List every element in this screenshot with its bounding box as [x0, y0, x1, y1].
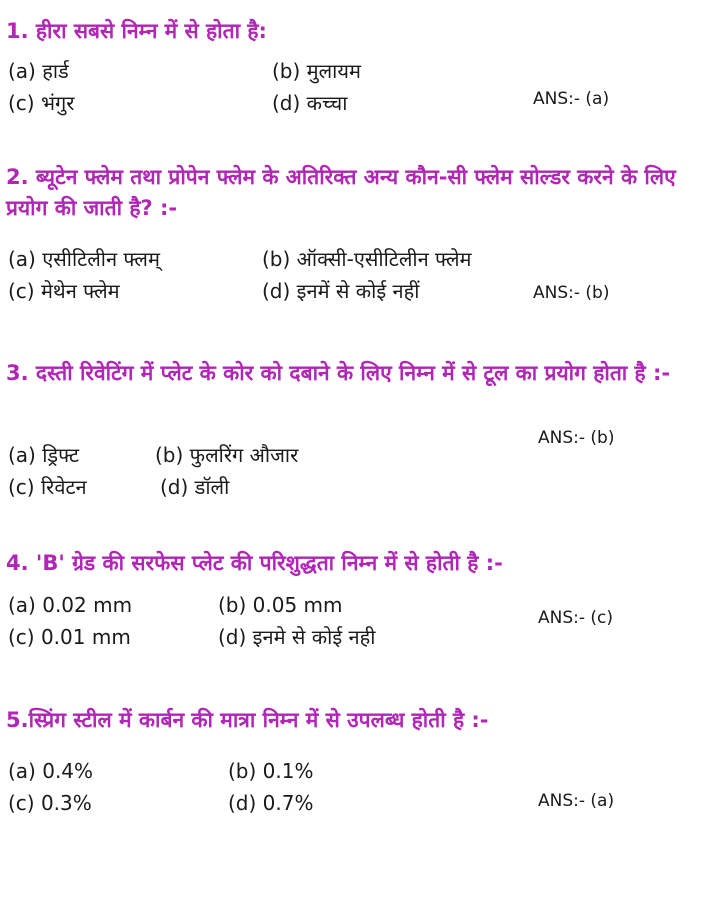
question-5 — [6, 705, 686, 736]
question-4-option-b: (b) 0.05 mm — [218, 593, 343, 617]
question-1-answer: ANS:- (a) — [533, 89, 610, 109]
question-2 — [6, 162, 686, 224]
question-2-option-d: (d) इनमें से कोई नहीं — [262, 279, 420, 303]
question-3 — [6, 358, 686, 389]
question-4-text: 4. 'B' ग्रेड की सरफेस प्लेट की परिशुद्धता निम्न में से होती है :- — [6, 551, 503, 575]
question-3-option-d: (d) डॉली — [160, 475, 230, 499]
question-5-option-c: (c) 0.3% — [8, 791, 92, 815]
question-4-option-d: (d) इनमे से कोई नही — [218, 625, 376, 649]
question-5-option-a: (a) 0.4% — [8, 759, 94, 783]
question-1-option-a: (a) हार्ड — [8, 59, 69, 83]
question-1 — [6, 16, 686, 47]
question-2-option-a: (a) एसीटिलीन फ्लम् — [8, 247, 160, 271]
question-3-answer: ANS:- (b) — [538, 428, 615, 448]
question-4-answer: ANS:- (c) — [538, 608, 614, 628]
question-5-option-b: (b) 0.1% — [228, 759, 314, 783]
question-5-text: 5.स्प्रिंग स्टील में कार्बन की मात्रा निम्न में से उपलब्ध होती है :- — [6, 708, 489, 732]
question-2-answer: ANS:- (b) — [533, 283, 610, 303]
question-2-option-b: (b) ऑक्सी-एसीटिलीन फ्लेम — [262, 247, 472, 271]
question-2-text: 2. ब्यूटेन फ्लेम तथा प्रोपेन फ्लेम के अतिरिक्त अन्य कौन-सी फ्लेम सोल्डर करने के लिए प्रयोग की जाती है? :- — [6, 165, 683, 220]
question-1-option-b: (b) मुलायम — [272, 59, 361, 83]
question-3-option-b: (b) फुलरिंग औजार — [155, 443, 299, 467]
question-4 — [6, 548, 686, 579]
question-5-answer: ANS:- (a) — [538, 791, 615, 811]
question-3-option-c: (c) रिवेटन — [8, 475, 87, 499]
question-4-option-c: (c) 0.01 mm — [8, 625, 131, 649]
question-5-option-d: (d) 0.7% — [228, 791, 314, 815]
question-3-text: 3. दस्ती रिवेटिंग में प्लेट के कोर को दबाने के लिए निम्न में से टूल का प्रयोग होता है :- — [6, 361, 671, 385]
question-3-option-a: (a) ड्रिफ्ट — [8, 443, 80, 467]
question-1-option-d: (d) कच्चा — [272, 91, 348, 115]
question-1-option-c: (c) भंगुर — [8, 91, 75, 115]
question-4-option-a: (a) 0.02 mm — [8, 593, 133, 617]
question-2-option-c: (c) मेथेन फ्लेम — [8, 279, 120, 303]
question-1-text: 1. हीरा सबसे निम्न में से होता है: — [6, 19, 267, 43]
